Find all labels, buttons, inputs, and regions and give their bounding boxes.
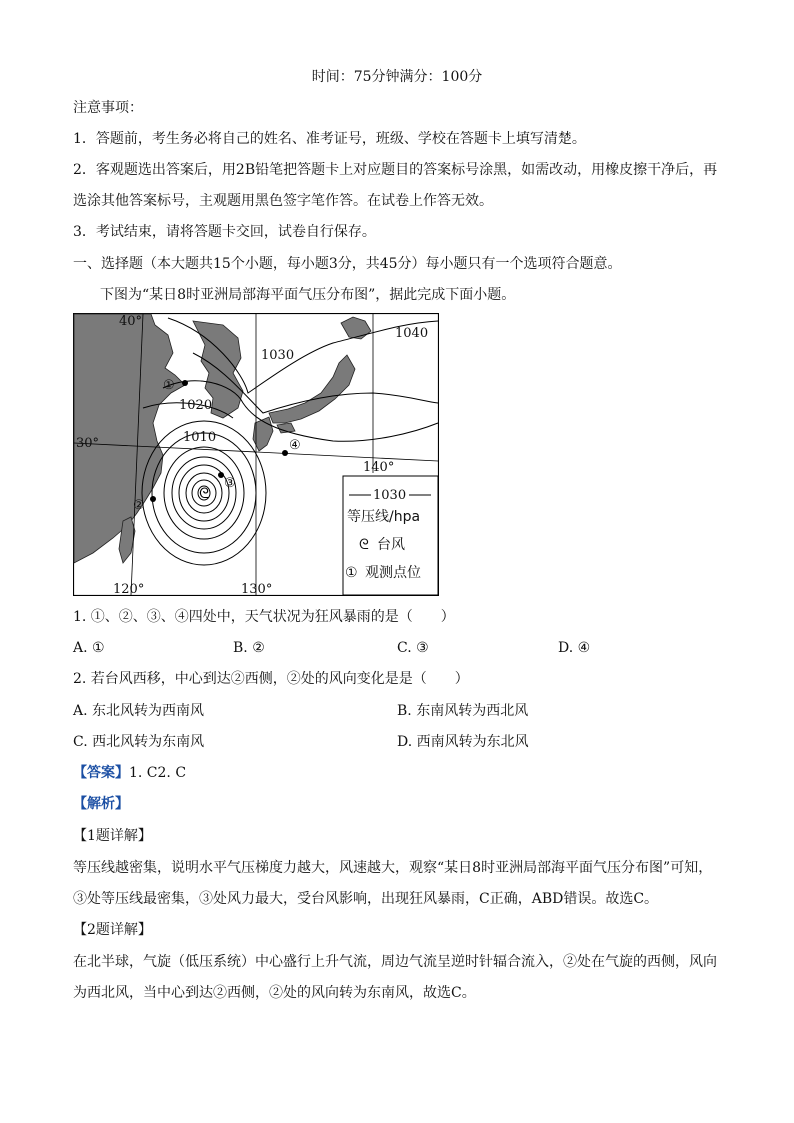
q2-stem: 2. 若台风西移，中心到达②西侧，②处的风向变化是是（ ） <box>73 671 469 687</box>
legend-point-symbol: ① <box>345 565 358 581</box>
legend-isobar-sample: 1030 <box>373 488 407 503</box>
legend-isobar-text: 等压线/hpa <box>347 509 421 525</box>
isobar-label-1040: 1040 <box>395 326 429 341</box>
detail-2-line-1: 在北半球，气旋（低压系统）中心盛行上升气流，周边气流呈逆时针辐合流入，②处在气旋的西侧，风向 <box>73 954 717 970</box>
legend-typhoon-text: 台风 <box>377 537 405 553</box>
isobar-label-1010: 1010 <box>183 430 217 445</box>
q1-option-c: C. ③ <box>397 640 429 656</box>
isobar-label-1020: 1020 <box>179 398 213 413</box>
q2-option-d: D. 西南风转为东北风 <box>397 734 529 750</box>
lon-label-120: 120° <box>113 582 145 596</box>
detail-2-title: 【2题详解】 <box>73 922 152 938</box>
pressure-map <box>73 313 439 596</box>
answer-text: 1. C2. C <box>129 765 187 781</box>
detail-1-title: 【1题详解】 <box>73 828 152 844</box>
section-intro: 下图为“某日8时亚洲局部海平面气压分布图”，据此完成下面小题。 <box>100 287 516 303</box>
lat-label-30: 30° <box>76 436 100 451</box>
section-title: 一、选择题（本大题共15个小题，每小题3分，共45分）每小题只有一个选项符合题意。 <box>73 256 622 272</box>
isobar-label-1030: 1030 <box>261 348 295 363</box>
point-label-2: ② <box>133 498 145 513</box>
legend-point-text: 观测点位 <box>365 565 421 581</box>
point-label-1: ① <box>163 378 175 393</box>
answer-line <box>73 763 186 783</box>
notice-title: 注意事项： <box>73 100 143 116</box>
detail-2-line-2: 为西北风，当中心到达②西侧，②处的风向转为东南风，故选C。 <box>73 985 476 1001</box>
point-label-3: ③ <box>224 476 236 491</box>
q1-option-b: B. ② <box>233 640 265 656</box>
q1-option-a: A. ① <box>73 640 105 656</box>
detail-1-line-1: 等压线越密集，说明水平气压梯度力越大，风速越大，观察“某日8时亚洲局部海平面气压分布图”可知， <box>73 860 713 876</box>
detail-1-line-2: ③处等压线最密集，③处风力最大，受台风影响，出现狂风暴雨，C正确，ABD错误。故选C。 <box>73 891 659 907</box>
notice-item-2: 2．客观题选出答案后，用2B铅笔把答题卡上对应题目的答案标号涂黑，如需改动，用橡皮擦干净后，再 <box>73 162 718 178</box>
notice-item-2-cont: 选涂其他答案标号，主观题用黑色签字笔作答。在试卷上作答无效。 <box>73 193 493 209</box>
q1-option-d: D. ④ <box>558 640 591 656</box>
answer-tag: 【答案】 <box>73 765 129 781</box>
notice-item-1: 1．答题前，考生务必将自己的姓名、准考证号，班级、学校在答题卡上填写清楚。 <box>73 131 586 147</box>
lat-label-40: 40° <box>119 314 143 329</box>
q2-option-b: B. 东南风转为西北风 <box>397 703 529 719</box>
q2-option-a: A. 东北风转为西南风 <box>73 703 205 719</box>
point-label-4: ④ <box>289 438 301 453</box>
time-score: 时间：75分钟满分：100分 <box>311 69 483 85</box>
svg-text:ᘓ: ᘓ <box>199 486 209 502</box>
lon-label-130: 130° <box>241 582 273 596</box>
q2-option-c: C. 西北风转为东南风 <box>73 734 205 750</box>
legend-typhoon-symbol: ᘓ <box>359 537 369 553</box>
lon-label-140: 140° <box>363 460 395 475</box>
notice-item-3: 3．考试结束，请将答题卡交回，试卷自行保存。 <box>73 224 376 240</box>
analysis-tag: 【解析】 <box>73 796 129 812</box>
q1-stem: 1. ①、②、③、④四处中，天气状况为狂风暴雨的是（ ） <box>73 609 455 625</box>
